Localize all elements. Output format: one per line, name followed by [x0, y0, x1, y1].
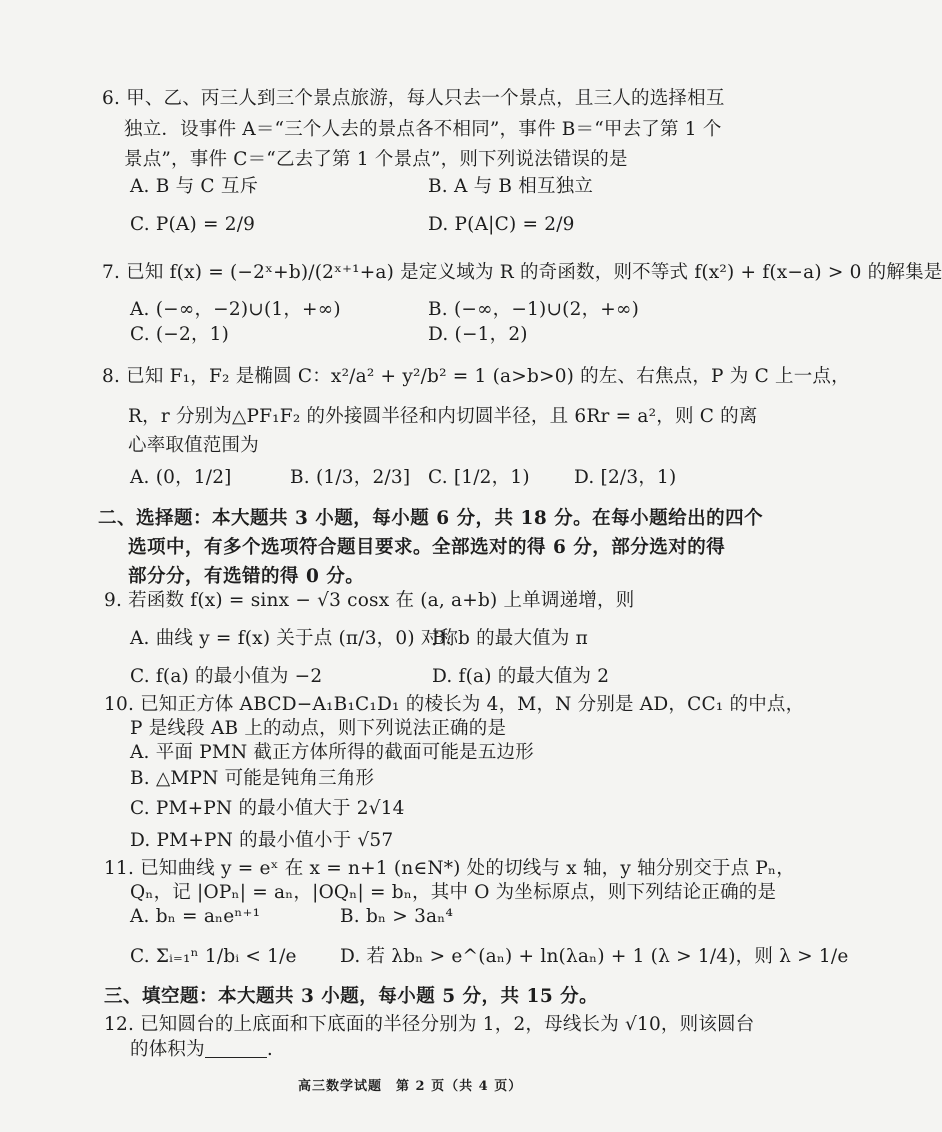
- q12-period: .: [266, 1039, 273, 1060]
- q9-option-d: D. f(a) 的最大值为 2: [432, 666, 610, 687]
- q8-option-b: B. (1/3，2/3]: [290, 467, 411, 488]
- section2-header-line1: 二、选择题：本大题共 3 小题，每小题 6 分，共 18 分。在每小题给出的四个: [98, 508, 764, 529]
- q7-stem: 7. 已知 f(x) = (−2ˣ+b)/(2ˣ⁺¹+a) 是定义域为 R 的奇函数，则不等式 f(x²) + f(x−a) > 0 的解集是: [102, 262, 942, 283]
- q6-option-c: C. P(A) = 2/9: [130, 214, 256, 235]
- q7-option-d: D. (−1，2): [428, 324, 528, 345]
- q10-stem-line2: P 是线段 AB 上的动点，则下列说法正确的是: [130, 718, 507, 739]
- q6-stem-line1: 6. 甲、乙、丙三人到三个景点旅游，每人只去一个景点，且三人的选择相互: [102, 88, 725, 109]
- q10-option-b: B. △MPN 可能是钝角三角形: [130, 768, 375, 789]
- q12-stem-line2: [130, 1037, 273, 1063]
- section2-header-line3: 部分分，有选错的得 0 分。: [128, 566, 365, 587]
- q6-option-a: A. B 与 C 互斥: [130, 176, 259, 197]
- q10-option-c: C. PM+PN 的最小值大于 2√14: [130, 798, 405, 819]
- q10-option-d: D. PM+PN 的最小值小于 √57: [130, 830, 394, 851]
- q6-option-b: B. A 与 B 相互独立: [428, 176, 594, 197]
- q11-option-c: C. Σᵢ₌₁ⁿ 1/bᵢ < 1/e: [130, 946, 297, 967]
- q7-option-a: A. (−∞，−2)∪(1，+∞): [130, 299, 341, 320]
- q10-option-a: A. 平面 PMN 截正方体所得的截面可能是五边形: [130, 742, 534, 763]
- q8-stem-line3: 心率取值范围为: [128, 435, 259, 456]
- q9-stem: 9. 若函数 f(x) = sinx − √3 cosx 在 (a, a+b) 上单调递增，则: [104, 590, 635, 611]
- q6-option-d: D. P(A|C) = 2/9: [428, 214, 575, 235]
- q6-stem-line3: 景点”，事件 C＝“乙去了第 1 个景点”，则下列说法错误的是: [124, 149, 628, 170]
- q11-option-d: D. 若 λbₙ > e^(aₙ) + ln(λaₙ) + 1 (λ > 1/4)，则 λ > 1/e: [340, 946, 849, 967]
- q11-option-b: B. bₙ > 3aₙ⁴: [340, 906, 454, 927]
- q7-option-c: C. (−2，1): [130, 324, 230, 345]
- page-footer: 高三数学试题 第 2 页（共 4 页）: [298, 1079, 523, 1094]
- q11-stem-line1: 11. 已知曲线 y = eˣ 在 x = n+1 (n∈N*) 处的切线与 x 轴，y 轴分别交于点 Pₙ，: [104, 858, 795, 879]
- section2-header-line2: 选项中，有多个选项符合题目要求。全部选对的得 6 分，部分选对的得: [128, 537, 726, 558]
- q10-stem-line1: 10. 已知正方体 ABCD−A₁B₁C₁D₁ 的棱长为 4，M，N 分别是 AD，CC₁ 的中点，: [104, 694, 805, 715]
- q8-option-c: C. [1/2，1): [428, 467, 530, 488]
- q8-option-d: D. [2/3，1): [574, 467, 677, 488]
- q9-option-c: C. f(a) 的最小值为 −2: [130, 666, 323, 687]
- q8-option-a: A. (0，1/2]: [130, 467, 232, 488]
- answer-blank: [205, 1039, 267, 1058]
- section3-header: 三、填空题：本大题共 3 小题，每小题 5 分，共 15 分。: [104, 986, 599, 1007]
- q6-stem-line2: 独立．设事件 A＝“三个人去的景点各不相同”，事件 B＝“甲去了第 1 个: [124, 119, 722, 140]
- q11-stem-line2: Qₙ，记 |OPₙ| = aₙ，|OQₙ| = bₙ，其中 O 为坐标原点，则下列结论正确的是: [130, 882, 777, 903]
- q9-option-a: A. 曲线 y = f(x) 关于点 (π/3，0) 对称: [130, 628, 459, 649]
- q8-stem-line1: 8. 已知 F₁，F₂ 是椭圆 C：x²/a² + y²/b² = 1 (a>b>0) 的左、右焦点，P 为 C 上一点，: [102, 366, 850, 387]
- q8-stem-line2: R，r 分别为△PF₁F₂ 的外接圆半径和内切圆半径，且 6Rr = a²，则 C 的离: [128, 406, 758, 427]
- q7-option-b: B. (−∞，−1)∪(2，+∞): [428, 299, 639, 320]
- q11-option-a: A. bₙ = aₙeⁿ⁺¹: [130, 906, 261, 927]
- q12-stem-text: 的体积为: [130, 1039, 205, 1060]
- q12-stem-line1: 12. 已知圆台的上底面和下底面的半径分别为 1，2，母线长为 √10，则该圆台: [104, 1014, 755, 1035]
- q9-option-b: B. b 的最大值为 π: [432, 628, 589, 649]
